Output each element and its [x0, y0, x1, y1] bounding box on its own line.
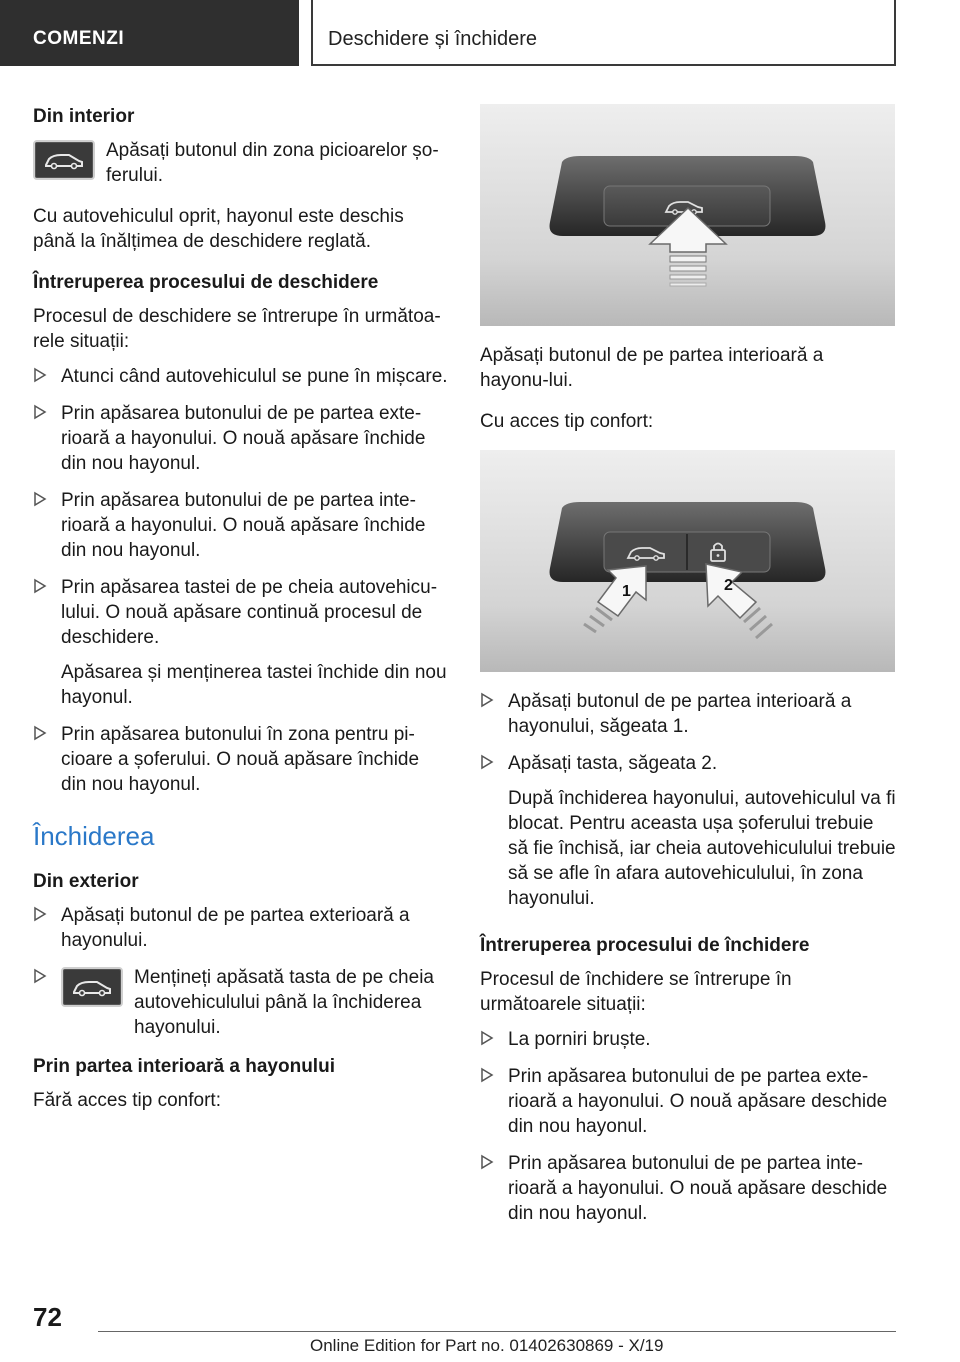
interrupt-close-list [480, 1027, 896, 1226]
bullet-triangle-icon [480, 692, 494, 708]
list-item: Prin apăsarea butonului de pe partea exte-rioară a hayonului. O nouă apăsare deschide din nou hayonul. [480, 1064, 896, 1139]
figure1-caption: Apăsați butonul de pe partea interioară a hayonu-lui. [480, 345, 824, 391]
chapter-tab [311, 0, 896, 66]
interrupt-close-intro: Procesul de închidere se întrerupe în următoarele situații: [480, 969, 792, 1015]
section-title: COMENZI [33, 28, 125, 49]
list-item: Mențineți apăsată tasta de pe cheia autovehiculului până la închiderea hayonului. [33, 965, 448, 1040]
list-item: Prin apăsarea tastei de pe cheia autovehicu-lului. O nouă apăsare continuă procesul de deschidere. Apăsarea și menținerea tastei închide din nou hayonul. [33, 575, 448, 710]
footwell-button-paragraph [33, 138, 448, 188]
left-column [33, 104, 448, 1129]
interrupt-open-list [33, 364, 448, 797]
interrupt-open-intro: Procesul de deschidere se întrerupe în următoa-rele situații: [33, 306, 441, 352]
closing-heading: Închiderea [33, 821, 155, 851]
lock-after-close-subnote: După închiderea hayonului, autovehiculul va fi blocat. Pentru aceasta ușa șoferului trebuie să fie închisă, iar cheia autovehiculului trebuie să se afle în afara autovehiculului, în zona hayonului. [508, 788, 896, 909]
opened-height-text: Cu autovehiculul oprit, hayonul este deschis până la înălțimea de deschidere reglată. [33, 206, 404, 252]
interrupt-open-heading: Întreruperea procesului de deschidere [33, 272, 379, 293]
list-item: Prin apăsarea butonului în zona pentru pi-cioare a șoferului. O nouă apăsare închide din nou hayonul. [33, 722, 448, 797]
bullet-triangle-icon [33, 404, 47, 420]
tailgate-button-photo [480, 104, 895, 326]
list-item: Apăsați tasta, săgeata 2. După închiderea hayonului, autovehiculul va fi blocat. Pentru aceasta ușa șoferului trebuie să fie închisă, iar cheia autovehiculului trebuie să se afle în afara autovehiculului, în zona hayonului. [480, 751, 896, 911]
inner-side-heading: Prin partea interioară a hayonului [33, 1056, 335, 1077]
arrow-label-1: 1 [622, 583, 631, 600]
page-header [0, 0, 960, 66]
no-comfort-access-text: Fără acces tip confort: [33, 1090, 221, 1111]
bullet-triangle-icon [33, 491, 47, 507]
list-item: Prin apăsarea butonului de pe partea exte-rioară a hayonului. O nouă apăsare închide din nou hayonul. [33, 401, 448, 476]
bullet-triangle-icon [480, 1067, 494, 1083]
bullet-triangle-icon [33, 725, 47, 741]
tailgate-button-icon [61, 967, 123, 1007]
bullet-triangle-icon [480, 754, 494, 770]
comfort-list [480, 689, 896, 911]
list-item: Prin apăsarea butonului de pe partea inte-rioară a hayonului. O nouă apăsare închide din nou hayonul. [33, 488, 448, 563]
bullet-triangle-icon [33, 578, 47, 594]
list-item: Atunci când autovehiculul se pune în mișcare. [33, 364, 448, 389]
comfort-access-buttons-photo [480, 450, 895, 672]
bullet-triangle-icon [480, 1030, 494, 1046]
list-item: Apăsați butonul de pe partea exterioară a hayonului. [33, 903, 448, 953]
list-item: Prin apăsarea butonului de pe partea inte-rioară a hayonului. O nouă apăsare deschide din nou hayonul. [480, 1151, 896, 1226]
bullet-triangle-icon [33, 367, 47, 383]
arrow-label-2: 2 [724, 577, 733, 594]
page-number: 72 [33, 1302, 62, 1332]
interrupt-close-heading: Întreruperea procesului de închidere [480, 935, 810, 956]
tailgate-button-icon [33, 140, 95, 180]
list-item: Apăsați butonul de pe partea interioară a hayonului, săgeata 1. [480, 689, 896, 739]
section-tab [0, 0, 299, 66]
bullet-triangle-icon [480, 1154, 494, 1170]
outside-list [33, 903, 448, 1040]
chapter-title: Deschidere și închidere [328, 28, 537, 50]
right-column [480, 104, 896, 1240]
footwell-button-text: Apăsați butonul din zona picioarelor șo-ferului. [106, 140, 439, 186]
from-inside-heading: Din interior [33, 106, 135, 127]
from-outside-heading: Din exterior [33, 871, 139, 892]
tailgate-car-icon [43, 150, 85, 172]
list-item: La porniri bruște. [480, 1027, 896, 1052]
key-hold-subnote: Apăsarea și menținerea tastei închide din nou hayonul. [61, 662, 447, 708]
with-comfort-access-text: Cu acces tip confort: [480, 411, 654, 432]
tailgate-car-icon [71, 977, 113, 999]
bullet-triangle-icon [33, 906, 47, 922]
edition-footer: Online Edition for Part no. 01402630869 - X/19 [310, 1336, 664, 1355]
footer-divider [98, 1331, 896, 1332]
bullet-triangle-icon [33, 968, 47, 984]
